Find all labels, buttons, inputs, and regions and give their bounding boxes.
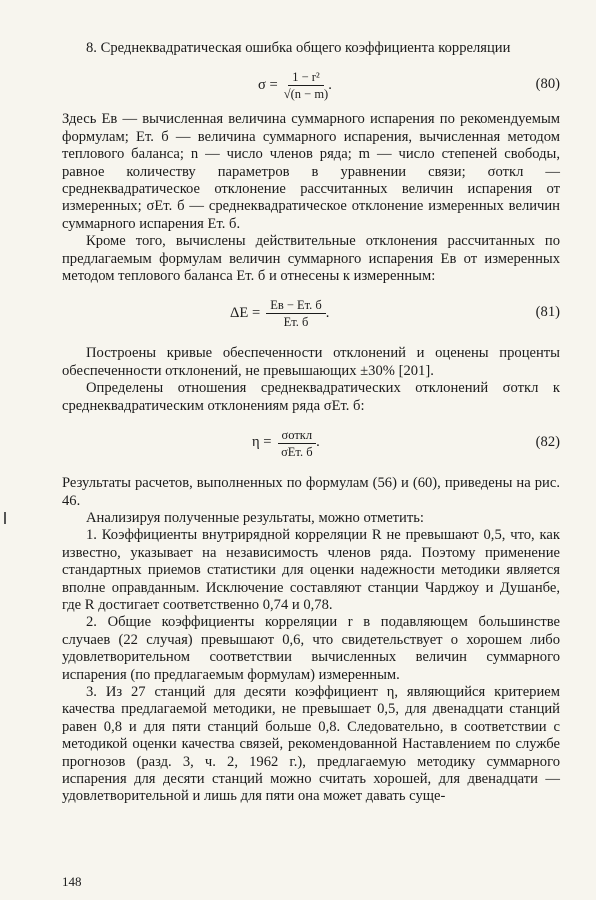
paragraph-item-3: 3. Из 27 станций для десяти коэффициент η, являющийся критерием качества предлагаемой методики, не превышает 0,5, для двенадцати станций равен 0,8 и для пяти станций больше 0,8. Следовательно, в соответствии с методикой оценки качества связей, рекомендованной Наставлением по службе прогнозов (разд. 3, ч. 2, 1962 г.), предлагаемую методику суммарного испарения для десяти станций можно считать хорошей, для двенадцати — удовлетворительной и лишь для пяти она может давать суще-	[62, 683, 560, 805]
paragraph-item-2: 2. Общие коэффициенты корреляции r в подавляющем большинстве случаев (22 случая) превышают 0,6, что свидетельствует о хорошем либо удовлетворительном соответствии вычисленных величин суммарного испарения (по предлагаемым формулам) измеренным.	[62, 614, 560, 683]
formula-80	[62, 63, 560, 107]
numerator: 1 − r²	[288, 70, 323, 86]
fraction	[278, 428, 317, 459]
paragraph-item-1: 1. Коэффициенты внутрирядной корреляции R не превышают 0,5, что, как известно, указывает на независимость членов ряда. Поэтому применение стандартных приемов статистики для оценки надежности методики является вполне оправданным. Исключение составляют станции Чарджоу и Душанбе, где R достигает соответственно 0,74 и 0,78.	[62, 527, 560, 613]
paragraph-ratios: Определены отношения среднеквадратических отклонений σоткл к среднеквадратическим отклонениям ряда σEт. б:	[62, 380, 560, 414]
page-body	[62, 40, 560, 806]
denominator: √(n − m)	[283, 86, 329, 101]
denominator: σEт. б	[281, 444, 313, 459]
formula-82	[62, 421, 560, 465]
numerator: σоткл	[278, 428, 317, 444]
equation-number: (80)	[535, 76, 560, 93]
denominator: Eт. б	[283, 314, 309, 329]
formula-lhs: σ =	[258, 76, 278, 93]
formula-lhs: η =	[252, 434, 272, 451]
paragraph-analyzing: Анализируя полученные результаты, можно отметить:	[86, 509, 424, 526]
paragraph-item-8: 8. Среднеквадратическая ошибка общего коэффициента корреляции	[86, 40, 511, 56]
paragraph-deviations: Кроме того, вычислены действительные отклонения рассчитанных по предлагаемым формулам величин суммарного испарения Eв от измеренных методом теплового баланса Eт. б и отнесены к измеренным:	[62, 233, 560, 285]
equation-number: (82)	[535, 434, 560, 451]
formula-tail: .	[328, 76, 332, 93]
formula-tail: .	[325, 304, 330, 321]
formula-lhs: ΔE =	[230, 304, 261, 321]
fraction	[284, 70, 328, 101]
page-number: 148	[62, 874, 82, 889]
fraction	[266, 298, 326, 329]
formula-tail: .	[316, 434, 320, 451]
formula-81	[62, 291, 560, 335]
paragraph-curves: Построены кривые обеспеченности отклонений и оценены проценты обеспеченности отклонений, не превышающих ±30% [201].	[62, 345, 560, 379]
numerator: Eв − Eт. б	[266, 298, 326, 314]
paragraph-definitions: Здесь Eв — вычисленная величина суммарного испарения по рекомендуемым формулам; Eт. б — величина суммарного испарения, вычисленная методом теплового баланса; n — число членов ряда; m — число степеней свободы, равное количеству параметров в уравнении связи; σоткл — среднеквадратическое отклонение рассчитанных величин испарения от измеренных; σEт. б — среднеквадратическое отклонение измеренных величин суммарного испарения Eт. б.	[62, 111, 560, 232]
scan-edge-mark	[4, 512, 6, 524]
equation-number: (81)	[535, 304, 560, 321]
paragraph-results: Результаты расчетов, выполненных по формулам (56) и (60), приведены на рис. 46.	[62, 475, 560, 509]
